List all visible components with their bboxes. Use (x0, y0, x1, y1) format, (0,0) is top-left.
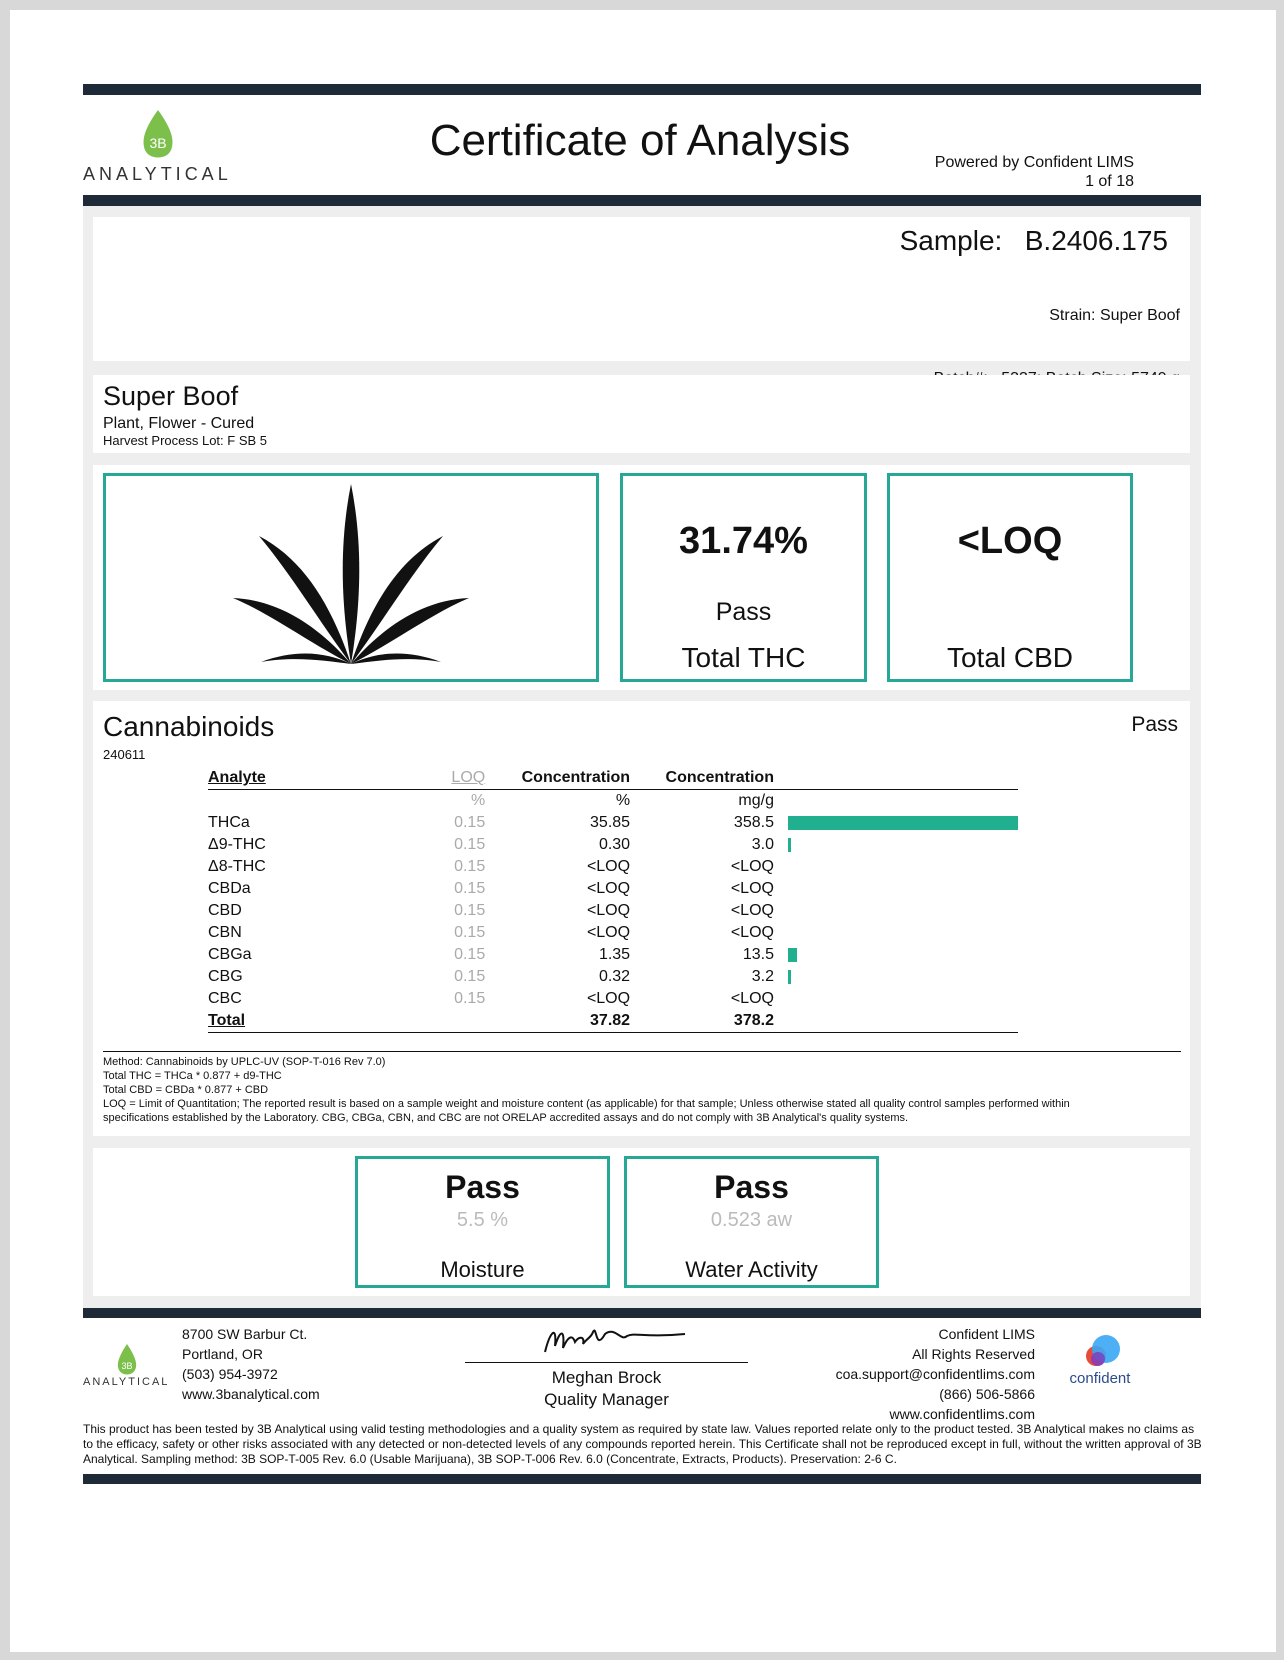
pct-unit: % (615, 792, 631, 809)
mg-cell: <LOQ (730, 990, 774, 1007)
page-title: Certificate of Analysis (429, 116, 851, 165)
analyte-cell: CBDa (208, 880, 251, 897)
cannabinoids-code: 240611 (103, 747, 146, 762)
water-activity-status: Pass (714, 1169, 789, 1205)
address-line-2: Portland, OR (182, 1346, 263, 1362)
confident-circles-icon (1050, 1332, 1150, 1372)
moisture-status: Pass (445, 1169, 520, 1205)
notes-divider (103, 1051, 1181, 1052)
concentration-bar (788, 838, 791, 852)
mg-cell: 3.2 (751, 968, 774, 985)
pct-cell: <LOQ (586, 858, 631, 875)
confident-logo (1050, 1332, 1150, 1392)
moisture-label: Moisture (440, 1257, 525, 1282)
concentration-bar (788, 970, 791, 984)
total-cbd-label: Total CBD (946, 642, 1074, 673)
total-row (208, 1010, 1018, 1033)
analyte-header: Analyte (208, 769, 266, 786)
loq-cell: 0.15 (454, 814, 486, 831)
product-lot: Harvest Process Lot: F SB 5 (103, 433, 268, 448)
signature-line (465, 1362, 748, 1363)
lims-email[interactable]: coa.support@confidentlims.com (835, 1366, 1035, 1382)
concentration-bar (788, 948, 797, 962)
pct-cell: <LOQ (586, 880, 631, 897)
method-notes (103, 1055, 1113, 1125)
mg-cell: <LOQ (730, 858, 774, 875)
lab-contact (182, 1324, 320, 1404)
table-row (208, 944, 1018, 966)
total-cbd-box (887, 473, 1133, 682)
loq-cell: 0.15 (454, 836, 486, 853)
table-row (208, 966, 1018, 988)
cannabinoids-panel (93, 701, 1190, 1136)
moisture-value: 5.5 % (456, 1209, 509, 1231)
analyte-cell: CBG (208, 968, 243, 985)
loq-cell: 0.15 (454, 968, 486, 985)
lims-website[interactable]: www.confidentlims.com (889, 1406, 1035, 1422)
total-thc-box (620, 473, 867, 682)
mg-cell: <LOQ (730, 902, 774, 919)
header-meta (870, 153, 1134, 191)
pct-cell: 0.30 (598, 836, 631, 853)
mg-cell: 13.5 (742, 946, 774, 963)
method-note: Method: Cannabinoids by UPLC-UV (SOP-T-016 Rev 7.0) (103, 1056, 386, 1068)
analyte-cell: THCa (208, 814, 250, 831)
product-name: Super Boof (103, 381, 239, 411)
sample-panel (93, 217, 1190, 361)
sample-id-row (900, 225, 1168, 257)
footer-lab-logo (83, 1342, 171, 1392)
loq-header: LOQ (451, 769, 486, 786)
pct-cell: <LOQ (586, 924, 631, 941)
loq-cell: 0.15 (454, 858, 486, 875)
svg-text:3B: 3B (149, 135, 167, 151)
pct-cell: 0.32 (598, 968, 631, 985)
loq-cell: 0.15 (454, 924, 486, 941)
lims-contact (810, 1324, 1035, 1424)
bottom-divider (83, 1474, 1201, 1484)
product-type: Plant, Flower - Cured (103, 415, 255, 432)
loq-cell: 0.15 (454, 946, 486, 963)
mg-cell: 3.0 (751, 836, 774, 853)
logo-text: ANALYTICAL (83, 164, 232, 184)
concentration-bar (788, 816, 1018, 830)
signer-name: Meghan Brock (551, 1368, 662, 1387)
total-thc-label: Total THC (681, 642, 806, 673)
analyte-cell: CBGa (208, 946, 252, 963)
loq-unit: % (470, 792, 486, 809)
water-activity-value: 0.523 aw (710, 1209, 793, 1231)
address-line-1: 8700 SW Barbur Ct. (182, 1326, 308, 1342)
sample-id: B.2406.175 (1024, 225, 1168, 256)
table-row (208, 878, 1018, 900)
product-image-box (103, 473, 599, 682)
total-pct: 37.82 (590, 1012, 631, 1029)
lab-logo (83, 108, 233, 188)
table-row (208, 922, 1018, 944)
table-row (208, 812, 1018, 834)
conc-mg-header: Concentration (665, 769, 774, 786)
cannabis-leaf-icon (106, 476, 596, 679)
total-cbd-note: Total CBD = CBDa * 0.877 + CBD (103, 1084, 269, 1096)
table-row (208, 900, 1018, 922)
table-row (208, 988, 1018, 1010)
lab-phone: (503) 954-3972 (182, 1366, 278, 1382)
pct-cell: <LOQ (586, 902, 631, 919)
lims-name: Confident LIMS (938, 1326, 1035, 1342)
top-divider (83, 84, 1201, 95)
lims-phone: (866) 506-5866 (939, 1386, 1035, 1402)
strain-text: Strain: Super Boof (1049, 307, 1180, 324)
product-panel (93, 375, 1190, 453)
cannabinoids-status: Pass (1131, 713, 1178, 736)
lab-website[interactable]: www.3banalytical.com (182, 1386, 320, 1402)
page-count: 1 of 18 (1085, 173, 1134, 190)
pct-cell: <LOQ (586, 990, 631, 1007)
loq-cell: 0.15 (454, 880, 486, 897)
analyte-cell: CBD (208, 902, 242, 919)
footer-leaf-drop-icon (83, 1342, 171, 1376)
pct-cell: 1.35 (598, 946, 631, 963)
cannabinoids-title: Cannabinoids (103, 711, 275, 742)
header-divider (83, 195, 1201, 206)
loq-note: LOQ = Limit of Quantitation; The reported result is based on a sample weight and moisture content (as applicable) for that sample; Unless otherwise stated all quality control samples performed within specifications established by the Laboratory. CBG, CBGa, CBN, and CBC are not ORELAP accredited assays and do not comply with 3B Analytical's quality systems. (103, 1098, 1070, 1124)
water-activity-label: Water Activity (685, 1257, 818, 1282)
total-thc-status: Pass (715, 598, 772, 626)
signer-title: Quality Manager (544, 1390, 669, 1409)
cannabinoids-table (208, 767, 1018, 1033)
disclaimer-text: This product has been tested by 3B Analytical using valid testing methodologies and a quality system as required by state law. Values reported relate only to the product tested. 3B Analytical makes no claims as to the efficacy, safety or other risks associated with any detected or non-detected levels of any compounds reported herein. This Certificate shall not be reproduced except in full, without the written approval of 3B Analytical. Sampling method: 3B SOP-T-005 Rev. 6.0 (Usable Marijuana), 3B SOP-T-006 Rev. 6.0 (Concentrate, Extracts, Products). Preservation: 2-6 C. (83, 1422, 1202, 1466)
footer-logo-text: ANALYTICAL (83, 1376, 170, 1388)
lims-rights: All Rights Reserved (912, 1346, 1035, 1362)
table-header-row (208, 767, 1018, 790)
tests-panel (93, 1148, 1190, 1296)
total-thc-note: Total THC = THCa * 0.877 + d9-THC (103, 1070, 282, 1082)
total-cbd-value: <LOQ (957, 520, 1063, 562)
summary-panel (93, 465, 1190, 690)
table-row (208, 856, 1018, 878)
signer-block (465, 1367, 748, 1411)
powered-by-text: Powered by Confident LIMS (934, 154, 1134, 171)
analyte-cell: Δ9-THC (208, 836, 266, 853)
total-mg: 378.2 (733, 1012, 774, 1029)
signature-image (535, 1312, 695, 1362)
loq-cell: 0.15 (454, 902, 486, 919)
analyte-cell: CBC (208, 990, 242, 1007)
moisture-box (355, 1156, 610, 1288)
water-activity-box (624, 1156, 879, 1288)
confident-logo-text: confident (1069, 1370, 1131, 1387)
total-label: Total (208, 1012, 246, 1029)
analyte-cell: CBN (208, 924, 242, 941)
conc-pct-header: Concentration (521, 769, 631, 786)
analyte-cell: Δ8-THC (208, 858, 266, 875)
table-row (208, 834, 1018, 856)
total-thc-value: 31.74% (679, 520, 808, 562)
certificate-page (10, 10, 1276, 1652)
svg-text:3B: 3B (121, 1361, 133, 1371)
mg-cell: 358.5 (733, 814, 774, 831)
sample-label: Sample: (899, 225, 1003, 256)
mg-cell: <LOQ (730, 924, 774, 941)
loq-cell: 0.15 (454, 990, 486, 1007)
pct-cell: 35.85 (590, 814, 631, 831)
mg-unit: mg/g (738, 792, 774, 809)
table-units-row (208, 790, 1018, 813)
mg-cell: <LOQ (730, 880, 774, 897)
